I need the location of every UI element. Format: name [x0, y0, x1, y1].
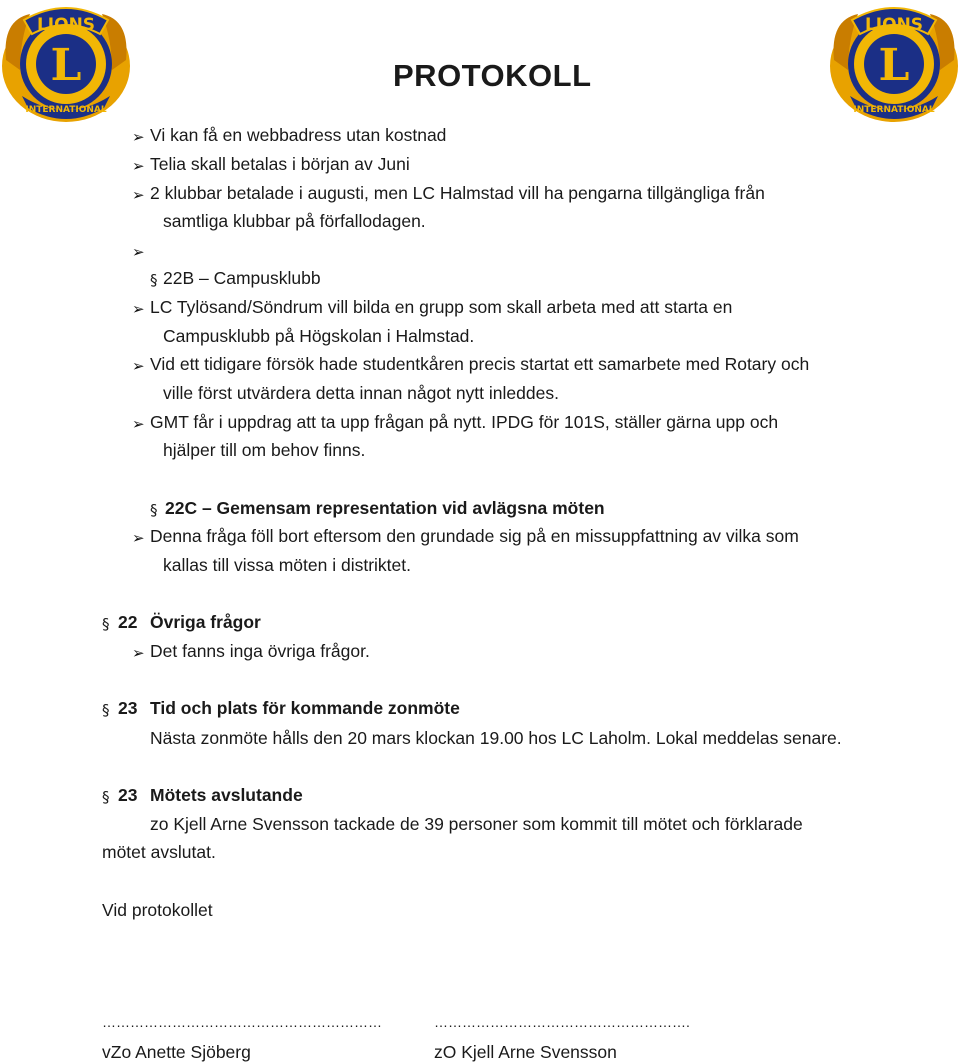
arrow-bullet-icon: ➢ — [132, 300, 145, 318]
square-bullet-icon: § — [150, 501, 158, 519]
square-bullet-icon: § — [102, 701, 110, 719]
list-item-continuation: hjälper till om behov finns. — [163, 440, 366, 460]
arrow-bullet-icon: ➢ — [132, 243, 145, 261]
arrow-bullet-icon: ➢ — [132, 529, 145, 547]
paragraph: zo Kjell Arne Svensson tackade de 39 personer som kommit till mötet och förklarade — [150, 814, 803, 834]
list-item: Vid ett tidigare försök hade studentkåren precis startat ett samarbete med Rotary och — [150, 354, 810, 374]
square-bullet-icon: § — [102, 788, 110, 806]
square-bullet-icon: § — [102, 615, 110, 633]
logo-letter: L — [878, 40, 910, 91]
square-bullet-icon: § — [150, 271, 158, 289]
arrow-bullet-icon: ➢ — [132, 128, 145, 146]
section-number: 23 — [118, 785, 138, 805]
paragraph-continuation: mötet avslutat. — [102, 842, 216, 862]
list-item: Vi kan få en webbadress utan kostnad — [150, 125, 447, 145]
logo-bottom-text: INTERNATIONAL — [25, 105, 107, 115]
list-item-continuation: kallas till vissa möten i distriktet. — [163, 555, 411, 575]
logo-top-text: LIONS — [864, 15, 924, 35]
signature-line-left: …………………………………………………… — [102, 1014, 382, 1030]
list-item-continuation: ville först utvärdera detta innan något nytt inleddes. — [163, 383, 559, 403]
arrow-bullet-icon: ➢ — [132, 644, 145, 662]
list-item: GMT får i uppdrag att ta upp frågan på nytt. IPDG för 101S, ställer gärna upp och — [150, 412, 779, 432]
section-heading: Tid och plats för kommande zonmöte — [150, 698, 460, 718]
paragraph: Nästa zonmöte hålls den 20 mars klockan 19.00 hos LC Laholm. Lokal meddelas senare. — [150, 728, 842, 748]
logo-letter: L — [50, 40, 82, 91]
list-item: Telia skall betalas i början av Juni — [150, 154, 410, 174]
lions-logo-right — [828, 0, 960, 126]
signatory-name-left: vZo Anette Sjöberg — [102, 1042, 251, 1062]
section-heading: Mötets avslutande — [150, 785, 303, 805]
section-number: 22 — [118, 612, 138, 632]
list-item: Det fanns inga övriga frågor. — [150, 641, 370, 661]
signature-line-right: ………………………………………………. — [434, 1014, 690, 1030]
section-number: 23 — [118, 698, 138, 718]
logo-bottom-text: INTERNATIONAL — [853, 105, 935, 115]
arrow-bullet-icon: ➢ — [132, 415, 145, 433]
section-heading: 22C – Gemensam representation vid avlägsna möten — [165, 498, 605, 518]
list-item: Denna fråga föll bort eftersom den grundade sig på en missuppfattning av vilka som — [150, 526, 799, 546]
list-item-continuation: Campusklubb på Högskolan i Halmstad. — [163, 326, 475, 346]
list-item: LC Tylösand/Söndrum vill bilda en grupp som skall arbeta med att starta en — [150, 297, 733, 317]
section-heading: Övriga frågor — [150, 612, 261, 632]
signature-label: Vid protokollet — [102, 900, 213, 920]
arrow-bullet-icon: ➢ — [132, 186, 145, 204]
list-item: 2 klubbar betalade i augusti, men LC Halmstad vill ha pengarna tillgängliga från — [150, 183, 765, 203]
lions-logo-left — [0, 0, 132, 126]
arrow-bullet-icon: ➢ — [132, 357, 145, 375]
signatory-name-right: zO Kjell Arne Svensson — [434, 1042, 617, 1062]
list-item-continuation: samtliga klubbar på förfallodagen. — [163, 211, 426, 231]
section-heading: 22B – Campusklubb — [163, 268, 321, 288]
arrow-bullet-icon: ➢ — [132, 157, 145, 175]
logo-top-text: LIONS — [36, 15, 96, 35]
page-title: PROTOKOLL — [393, 58, 592, 93]
